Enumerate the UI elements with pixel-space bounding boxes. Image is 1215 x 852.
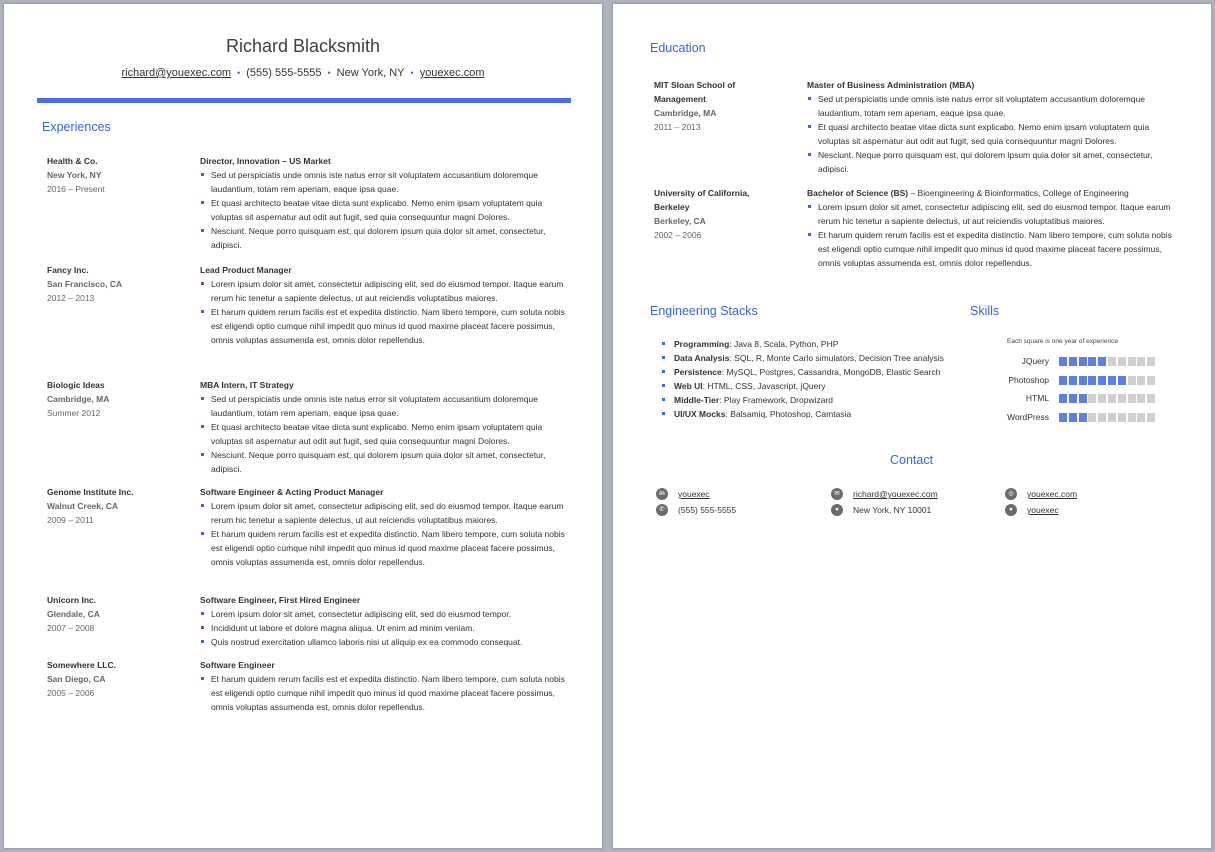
stack-value: : Java 8, Scala, Python, PHP — [729, 339, 839, 349]
experience-bullet: Sed ut perspiciatis unde omnis iste natus error sit voluptatem accusantium doloremque laudantium, totam rem aperiam, eaque ipsa quae. — [200, 168, 570, 196]
education-school: University of California, — [654, 188, 750, 198]
skill-label: JQuery — [1021, 356, 1049, 366]
experience-meta — [47, 154, 197, 196]
skill-square — [1069, 413, 1077, 422]
stack-key: Data Analysis — [674, 353, 730, 363]
experience-dates: 2007 – 2008 — [47, 623, 95, 633]
skill-square — [1108, 413, 1116, 422]
skill-square — [1128, 394, 1136, 403]
skill-square — [1088, 394, 1096, 403]
stack-item — [661, 351, 961, 365]
education-bullet: Sed ut perspiciatis unde omnis iste natus error sit voluptatem accusantium doloremque laudantium, totam rem aperiam, eaque ipsa quae. — [807, 92, 1177, 120]
section-title-education: Education — [650, 41, 706, 55]
section-title-experiences: Experiences — [42, 120, 111, 134]
experience-bullet: Lorem ipsum dolor sit amet, consectetur adipiscing elit, sed do eiusmod tempor. — [200, 607, 570, 621]
contact-text[interactable]: youexec — [1027, 505, 1059, 515]
experience-company: Somewhere LLC. — [47, 660, 116, 670]
experience-bullets — [200, 168, 570, 252]
education-location: Cambridge, MA — [654, 108, 717, 118]
education-degree-line — [807, 78, 1177, 92]
experience-title: Lead Product Manager — [200, 265, 292, 275]
education-degree: Bachelor of Science (BS) — [807, 188, 909, 198]
experience-dates: 2016 – Present — [47, 184, 105, 194]
skill-square — [1098, 394, 1106, 403]
experience-company: Biologic Ideas — [47, 380, 105, 390]
skill-square — [1098, 376, 1106, 385]
experience-details — [200, 154, 570, 252]
experience-bullet: Et harum quidem rerum facilis est et expedita distinctio. Nam libero tempore, cum soluta nobis est eligendi optio cumque nihil impedit quo minus id quod maxime placeat facere possimus, omnis voluptas assumenda est, omnis dolor repellendus. — [200, 527, 570, 569]
education-bullets — [807, 92, 1177, 176]
experience-location: San Francisco, CA — [47, 279, 123, 289]
skill-square — [1147, 413, 1155, 422]
skill-squares — [1059, 394, 1155, 403]
experience-title: MBA Intern, IT Strategy — [200, 380, 294, 390]
experience-location: Cambridge, MA — [47, 394, 110, 404]
experience-bullets — [200, 392, 570, 476]
skill-square — [1118, 376, 1126, 385]
experience-bullet: Incididunt ut labore et dolore magna aliqua. Ut enim ad minim veniam. — [200, 621, 570, 635]
resume-name: Richard Blacksmith — [225, 36, 381, 56]
skill-square — [1088, 357, 1096, 366]
experience-meta — [47, 263, 197, 305]
contact-text[interactable]: richard@youexec.com — [853, 489, 938, 499]
education-bullet: Lorem ipsum dolor sit amet, consectetur adipiscing elit, sed do eiusmod tempor. Itaque earum rerum hic tenetur a sapiente delectus, ut aut reiciendis voluptatibus maiores. — [807, 200, 1177, 228]
experience-meta — [47, 485, 197, 527]
skill-row — [989, 412, 1169, 424]
section-title-contact: Contact — [890, 453, 934, 467]
education-degree-line — [807, 186, 1177, 200]
education-meta — [654, 186, 794, 242]
experience-dates: 2005 – 2006 — [47, 688, 95, 698]
skill-row — [989, 375, 1169, 387]
contact-text[interactable]: youexec.com — [1027, 489, 1078, 499]
skill-square — [1137, 357, 1145, 366]
experience-details — [200, 263, 570, 347]
experience-details — [200, 658, 570, 714]
header-location: New York, NY — [336, 67, 405, 79]
education-details — [807, 186, 1177, 270]
experience-title: Software Engineer & Acting Product Manager — [200, 487, 384, 497]
section-title-skills: Skills — [970, 304, 1000, 318]
education-degree-extra: – Bioengineering & Bioinformatics, College of Engineering — [908, 188, 1129, 198]
experience-bullets — [200, 607, 570, 649]
header-phone: (555) 555-5555 — [246, 67, 322, 79]
experience-bullet: Quis nostrud exercitation ullamco laboris nisi ut aliquip ex ea commodo consequat. — [200, 635, 570, 649]
stack-item — [661, 365, 961, 379]
contact-text[interactable]: youexec — [678, 489, 710, 499]
experience-meta — [47, 593, 197, 635]
header-website-link[interactable]: youexec.com — [419, 67, 485, 79]
skill-square — [1088, 376, 1096, 385]
skill-square — [1059, 357, 1067, 366]
skill-square — [1098, 413, 1106, 422]
education-school-line2: Management — [654, 94, 706, 104]
separator-dot: • — [410, 68, 414, 78]
skill-square — [1059, 413, 1067, 422]
skill-square — [1118, 357, 1126, 366]
stack-key: Web UI — [674, 381, 703, 391]
skill-square — [1108, 394, 1116, 403]
skill-row — [989, 393, 1169, 405]
skill-label: Photoshop — [1008, 374, 1049, 385]
skill-square — [1128, 357, 1136, 366]
experience-location: Walnut Creek, CA — [47, 501, 119, 511]
stack-value: : HTML, CSS, Javascript, jQuery — [702, 381, 826, 391]
skill-square — [1079, 413, 1087, 422]
education-bullet: Et harum quidem rerum facilis est et expedita distinctio. Nam libero tempore, cum soluta nobis est eligendi optio cumque nihil impedit quo minus id quod maxime placeat facere possimus, omnis voluptas assumenda est, omnis dolor repellendus. — [807, 228, 1177, 270]
experience-title: Software Engineer — [200, 660, 275, 670]
experience-bullet: Lorem ipsum dolor sit amet, consectetur adipiscing elit, sed do eiusmod tempor. Itaque earum rerum hic tenetur a sapiente delectus, ut aut reiciendis voluptatibus maiores. — [200, 277, 570, 305]
experience-dates: 2012 – 2013 — [47, 293, 95, 303]
skill-square — [1098, 357, 1106, 366]
experience-location: San Diego, CA — [47, 674, 106, 684]
education-school: MIT Sloan School of — [654, 80, 736, 90]
location-icon: ● — [831, 504, 843, 516]
header-contact-line — [4, 67, 602, 79]
globe-icon: ◎ — [1005, 488, 1017, 500]
separator-dot: • — [327, 68, 331, 78]
experience-company: Genome Institute Inc. — [47, 487, 134, 497]
header-email-link[interactable]: richard@youexec.com — [121, 67, 232, 79]
experience-dates: 2009 – 2011 — [47, 515, 94, 525]
skill-square — [1128, 376, 1136, 385]
education-school-line2: Berkeley — [654, 202, 690, 212]
header-accent-bar — [37, 98, 571, 103]
skill-square — [1069, 394, 1077, 403]
skill-square — [1079, 357, 1087, 366]
education-bullet: Nesciunt. Neque porro quisquam est, qui dolorem ipsum quia dolor sit amet, consectetur, adipisci. — [807, 148, 1177, 176]
resume-page-1 — [4, 4, 602, 848]
education-details — [807, 78, 1177, 176]
stacks-list — [661, 337, 961, 421]
skill-square — [1108, 376, 1116, 385]
stack-key: UI/UX Mocks — [674, 409, 726, 419]
skill-square — [1059, 394, 1067, 403]
skill-square — [1147, 357, 1155, 366]
experience-location: Glendale, CA — [47, 609, 100, 619]
experience-bullet: Sed ut perspiciatis unde omnis iste natus error sit voluptatem accusantium doloremque laudantium, totam rem aperiam, eaque ipsa quae. — [200, 392, 570, 420]
education-dates: 2011 – 2013 — [654, 122, 701, 132]
contact-text: (555) 555-5555 — [678, 505, 737, 515]
education-location: Berkeley, CA — [654, 216, 706, 226]
stack-key: Persistence — [674, 367, 722, 377]
experience-dates: Summer 2012 — [47, 408, 101, 418]
experience-bullet: Nesciunt. Neque porro quisquam est, qui dolorem ipsum quia dolor sit amet, consectetur, adipisci. — [200, 448, 570, 476]
skill-square — [1069, 357, 1077, 366]
skill-square — [1118, 394, 1126, 403]
skill-label: HTML — [1025, 393, 1049, 403]
linkedin-icon: in — [656, 488, 668, 500]
resume-page-2 — [613, 4, 1211, 848]
skill-squares — [1059, 376, 1155, 385]
experience-meta — [47, 658, 197, 700]
experience-bullet: Et harum quidem rerum facilis est et expedita distinctio. Nam libero tempore, cum soluta nobis est eligendi optio cumque nihil impedit quo minus id quod maxime placeat facere possimus, omnis voluptas assumenda est, omnis dolor repellendus. — [200, 305, 570, 347]
skill-square — [1079, 376, 1087, 385]
experience-company: Fancy Inc. — [47, 265, 89, 275]
stack-value: : Play Framework, Dropwizard — [719, 395, 834, 405]
stack-value: : MySQL, Postgres, Cassandra, MongoDB, Elastic Search — [721, 367, 941, 377]
experience-company: Unicorn Inc. — [47, 595, 97, 605]
experience-details — [200, 593, 570, 649]
experience-details — [200, 485, 570, 569]
experience-details — [200, 378, 570, 476]
stack-item — [661, 337, 961, 351]
skill-label: WordPress — [1007, 411, 1049, 422]
education-bullet: Et quasi architecto beatae vitae dicta sunt explicabo. Nemo enim ipsam voluptatem quia voluptas sit aspernatur aut odit aut fugit, sed quia consequuntur magni Dolores. — [807, 120, 1177, 148]
stack-item — [661, 407, 961, 421]
separator-dot: • — [237, 68, 241, 78]
skill-squares — [1059, 413, 1155, 422]
skill-square — [1118, 413, 1126, 422]
experience-location: New York, NY — [47, 170, 102, 180]
experience-bullets — [200, 277, 570, 347]
skill-square — [1088, 413, 1096, 422]
phone-icon: ✆ — [656, 504, 668, 516]
skill-row — [989, 356, 1169, 368]
experience-bullet: Lorem ipsum dolor sit amet, consectetur adipiscing elit, sed do eiusmod tempor. Itaque earum rerum hic tenetur a sapiente delectus, ut aut reiciendis voluptatibus maiores. — [200, 499, 570, 527]
experience-meta — [47, 378, 197, 420]
skill-square — [1108, 357, 1116, 366]
education-meta — [654, 78, 794, 134]
contact-text: New York, NY 10001 — [853, 505, 932, 515]
education-dates: 2002 – 2006 — [654, 230, 702, 240]
stack-item — [661, 379, 961, 393]
skills-note: Each square is one year of experience — [1007, 338, 1118, 345]
skill-squares — [1059, 357, 1155, 366]
github-icon: ● — [1005, 504, 1017, 516]
skill-square — [1059, 376, 1067, 385]
experience-company: Health & Co. — [47, 156, 98, 166]
skill-square — [1079, 394, 1087, 403]
section-title-stacks: Engineering Stacks — [650, 304, 758, 318]
education-bullets — [807, 200, 1177, 270]
skill-square — [1128, 413, 1136, 422]
stack-value: : Balsamiq, Photoshop, Camtasia — [725, 409, 852, 419]
email-icon: ✉ — [831, 488, 843, 500]
skill-square — [1069, 376, 1077, 385]
experience-bullet: Nesciunt. Neque porro quisquam est, qui dolorem ipsum quia dolor sit amet, consectetur, adipisci. — [200, 224, 570, 252]
skill-square — [1137, 376, 1145, 385]
education-degree: Master of Business Administration (MBA) — [807, 80, 975, 90]
experience-title: Director, Innovation – US Market — [200, 156, 331, 166]
experience-bullet: Et quasi architecto beatae vitae dicta sunt explicabo. Nemo enim ipsam voluptatem quia voluptas sit aspernatur aut odit aut fugit, sed quia consequuntur magni Dolores. — [200, 196, 570, 224]
skill-square — [1147, 394, 1155, 403]
experience-bullets — [200, 499, 570, 569]
stack-key: Programming — [674, 339, 730, 349]
skill-square — [1137, 413, 1145, 422]
experience-bullets — [200, 672, 570, 714]
skill-square — [1147, 376, 1155, 385]
experience-bullet: Et harum quidem rerum facilis est et expedita distinctio. Nam libero tempore, cum soluta nobis est eligendi optio cumque nihil impedit quo minus id quod maxime placeat facere possimus, omnis voluptas assumenda est, omnis dolor repellendus. — [200, 672, 570, 714]
stack-value: : SQL, R, Monte Carlo simulators, Decision Tree analysis — [729, 353, 944, 363]
stack-item — [661, 393, 961, 407]
experience-title: Software Engineer, First Hired Engineer — [200, 595, 361, 605]
skill-square — [1137, 394, 1145, 403]
stack-key: Middle-Tier — [674, 395, 720, 405]
experience-bullet: Et quasi architecto beatae vitae dicta sunt explicabo. Nemo enim ipsam voluptatem quia voluptas sit aspernatur aut odit aut fugit, sed quia consequuntur magni Dolores. — [200, 420, 570, 448]
